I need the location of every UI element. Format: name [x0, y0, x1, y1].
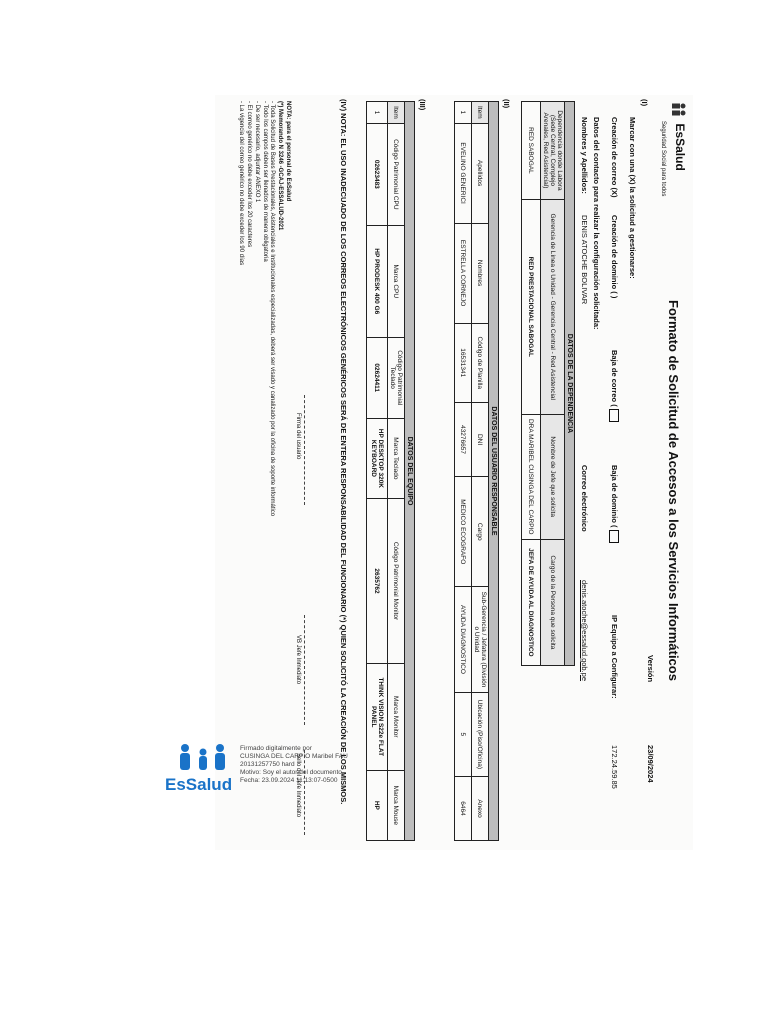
firma-digital-line: Firmado digitalmente por — [240, 745, 312, 752]
equipo-header: DATOS DEL EQUIPO — [405, 102, 415, 841]
equipo-table — [366, 101, 415, 841]
table-cell: DRA MARIBEL CUSINGA DEL CARPIO — [522, 414, 541, 539]
contact-label: Datos del contacto para realizar la configuración solicitada: — [592, 117, 601, 330]
firma-digital-text — [240, 745, 348, 785]
firma-digital-line: Motivo: Soy el autor del documento. — [240, 769, 344, 776]
option-creacion-correo[interactable]: Creación de correo (X) — [610, 117, 619, 198]
table-cell: EVELINO GENERICI — [455, 123, 472, 223]
list-item: - Toda Solicitud de Bases Prestacionales, Asistenciales e Institucionales especializadas, deberá ser visado y canalizado por la oficina de soporte informático — [269, 101, 276, 517]
essalud-logo — [660, 101, 687, 196]
dependencia-col-4: Cargo de la Persona que solicita — [541, 539, 565, 665]
usuario-header: DATOS DEL USUARIO RESPONSABLE — [489, 102, 499, 841]
checkbox-baja-correo[interactable] — [609, 409, 619, 422]
usuario-col-item: Item — [472, 102, 489, 124]
table-row — [455, 102, 472, 841]
table-cell: 02624411 — [367, 337, 388, 418]
list-item: - La vigencia del correo genérico no debe exceder los 90 días — [238, 101, 245, 266]
list-item: - El correo genérico no debe exceder los 20 caracteres — [246, 101, 253, 248]
name-label: Nombres y Apellidos: — [580, 117, 589, 194]
table-row — [522, 102, 541, 666]
table-cell: JEFA DE AYUDA AL DIAGNOSTICO — [522, 539, 541, 665]
version-value: 23/09/2024 — [646, 745, 655, 783]
usuario-col-apellidos: Apellidos — [472, 123, 489, 223]
equipo-col-marca-mouse: Marca Mouse — [388, 770, 405, 840]
option-baja-dominio-label: Baja de dominio ( — [610, 465, 619, 528]
table-cell: 5 — [455, 692, 472, 777]
usuario-col-dni: DNI — [472, 402, 489, 476]
equipo-col-marca-teclado: Marca Teclado — [388, 418, 405, 499]
firma-digital-logo — [165, 742, 240, 795]
table-cell: HP — [367, 770, 388, 840]
document-page — [215, 95, 693, 850]
dependencia-table — [521, 101, 575, 666]
table-cell: MEDICO ECOGRAFO — [455, 477, 472, 587]
option-baja-dominio[interactable] — [609, 465, 619, 543]
table-cell: RED SABOGAL — [522, 102, 541, 200]
checkbox-baja-dominio[interactable] — [609, 530, 619, 543]
table-cell: ESTRELLA CORNEJO — [455, 223, 472, 323]
notas-list — [236, 101, 291, 516]
vb-jefe-label: VB Jefe Inmediato — [295, 635, 301, 685]
usuario-col-ubicacion: Ubicación (Piso/Oficina) — [472, 692, 489, 777]
dependencia-col-1: Dependencia donde Labora (Sede Central, Complejo Arenales, Red Asistencial) — [541, 102, 565, 200]
usuario-col-anexo: Anexo — [472, 777, 489, 841]
brand-name: EsSalud — [673, 123, 687, 171]
list-item: NOTA: para el personal de EsSalud — [285, 101, 291, 202]
firma-digital-line: Fecha: 23.09.2024 11:13:07-0500 — [240, 777, 338, 784]
table-cell: 43276657 — [455, 402, 472, 476]
essalud-logo-icon — [671, 101, 687, 119]
rotated-document — [215, 95, 693, 850]
sello-jefe-label: Sello del Jefe Inmediato — [295, 753, 301, 818]
usuario-col-cargo: Cargo — [472, 477, 489, 587]
brand-tagline: Seguridad Social para todos — [660, 121, 666, 197]
version-label: Versión — [646, 655, 655, 683]
section-marker-3: (III) — [418, 99, 427, 111]
essalud-family-icon — [173, 742, 233, 772]
table-cell: 1 — [367, 102, 388, 124]
vb-jefe-line — [304, 615, 305, 725]
dependencia-col-3: Nombre de Jefe que solicita — [541, 414, 565, 539]
table-cell: 16531341 — [455, 323, 472, 402]
ip-label: IP Equipo a Configurar: — [610, 615, 619, 699]
name-value: DENIS ATOCHE BOLIVAR — [580, 215, 589, 305]
nota-iv: (IV) NOTA: EL USO INADECUADO DE LOS CORREOS ELECTRÓNICOS GENÉRICOS SERÁ DE ENTERA RESPONSABILIDAD DEL FUNCIONARIO (*) QUIEN SOLICITÓ LA CREACIÓN DE LOS MISMOS. — [339, 99, 348, 805]
table-cell: AYUDA DIAGNOSTICO — [455, 587, 472, 692]
table-cell: 2635762 — [367, 499, 388, 664]
table-cell: HP DESKTOP 320K KEYBOARD — [367, 418, 388, 499]
section-marker-2: (II) — [502, 99, 511, 109]
dependencia-col-2: Gerencia de Línea o Unidad - Gerencia Central - Red Asistencial — [541, 199, 565, 414]
usuario-col-planilla: Código de Planilla — [472, 323, 489, 402]
firma-usuario-line — [304, 395, 305, 505]
list-item: - De ser necesario, adjuntar ANEXO 1 — [253, 101, 260, 203]
equipo-col-cpu: Código Patrimonial CPU — [388, 124, 405, 226]
list-item: (*) Memorando N 3246 -GCAJ-ESSALUD-2021 — [277, 101, 284, 231]
equipo-col-teclado: Código Patrimonial Teclado — [388, 337, 405, 418]
section-marker-1: (I) — [640, 99, 649, 107]
email-value: denis.atoche@essalud.gob.pe — [580, 580, 589, 682]
firma-digital-line: CUSINGA DEL CARPIO Maribel FAU — [240, 753, 348, 760]
table-cell: 6464 — [455, 777, 472, 841]
firma-usuario-label: Firma del usuario — [295, 413, 301, 460]
table-cell: 1 — [455, 102, 472, 124]
equipo-col-item: Item — [388, 102, 405, 124]
dependencia-header: DATOS DE LA DEPENDENCIA — [565, 102, 575, 666]
page-title: Formato de Solicitud de Accesos a los Servicios Informáticos — [666, 300, 681, 681]
usuario-col-nombres: Nombres — [472, 223, 489, 323]
table-cell: 02623483 — [367, 124, 388, 226]
firma-digital-line: 20131257750 hard — [240, 761, 295, 768]
usuario-col-subgerencia: Sub-Gerencia / Jefatura (División o Unidad — [472, 587, 489, 692]
option-creacion-dominio[interactable]: Creación de dominio ( ) — [610, 215, 619, 299]
ip-value: 172.24.59.85 — [610, 745, 619, 789]
table-cell: THINK VISION S22e FLAT PANEL — [367, 663, 388, 770]
table-row — [367, 102, 388, 841]
firma-digital-brand: EsSalud — [165, 775, 233, 794]
list-item: - Todo los campos deben ser llenados de manera obligatoria — [261, 101, 268, 262]
request-prompt: Marcar con una (X) la solicitud a gestionarse: — [628, 117, 637, 279]
option-baja-correo-label: Baja de correo ( — [610, 350, 619, 407]
option-baja-correo[interactable] — [609, 350, 619, 422]
table-cell: RED PRESTACIONAL SABOGAL — [522, 199, 541, 414]
email-label: Correo electrónico — [580, 465, 589, 532]
equipo-col-marca-cpu: Marca CPU — [388, 225, 405, 337]
equipo-col-monitor: Código Patrimonial Monitor — [388, 499, 405, 664]
equipo-col-marca-monitor: Marca Monitor — [388, 663, 405, 770]
table-cell: HP PRODESK 400 G6 — [367, 225, 388, 337]
usuario-table — [454, 101, 499, 841]
